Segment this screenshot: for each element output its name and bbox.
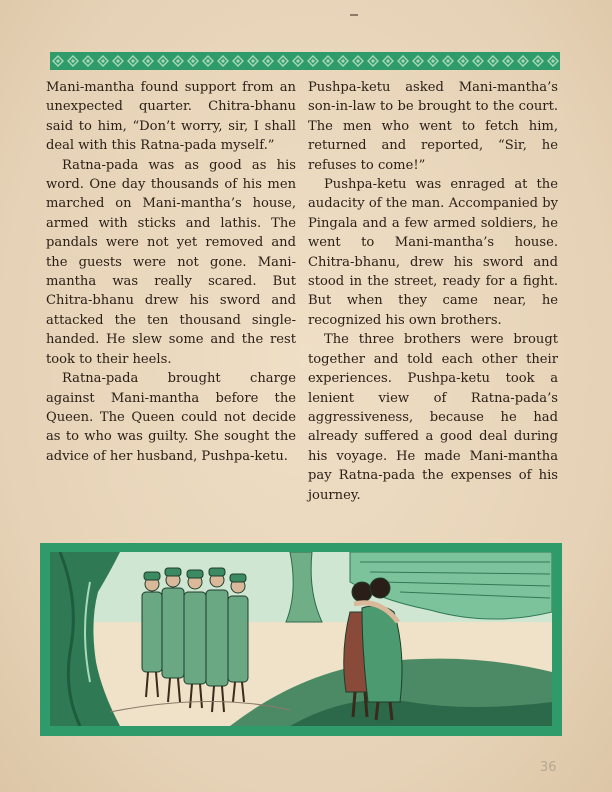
border-motif <box>488 56 498 66</box>
border-motif <box>398 56 408 66</box>
border-motif <box>83 56 93 66</box>
border-motif <box>383 56 393 66</box>
border-motif <box>98 56 108 66</box>
page-number: 36 <box>540 760 557 775</box>
border-motif <box>368 56 378 66</box>
print-mark <box>350 14 358 16</box>
border-motif <box>533 56 543 66</box>
border-motif <box>113 56 123 66</box>
border-motif <box>143 56 153 66</box>
article-body <box>46 78 566 528</box>
left-column <box>46 78 296 466</box>
border-motif <box>233 56 243 66</box>
decorative-border <box>50 52 560 70</box>
paragraph: Pushpa-ketu asked Mani-mantha’s son-in-law to be brought to the court. The men who went to fetch him, returned and reported, “Sir, he refuses to come!” <box>308 80 558 173</box>
border-motif <box>443 56 453 66</box>
border-motif <box>548 56 558 66</box>
border-motif <box>458 56 468 66</box>
border-motif <box>353 56 363 66</box>
border-motif <box>278 56 288 66</box>
paragraph: Ratna-pada was as good as his word. One day thousands of his men marched on Mani-mantha’s house, armed with sticks and lathis. The pandals were not yet removed and the guests were not gone. Mani-mantha was really scared. But Chitra-bhanu drew his sword and attacked the ten thousand single-handed. He slew some and the rest took to their heels. <box>46 157 296 367</box>
border-motif <box>173 56 183 66</box>
border-motif <box>503 56 513 66</box>
paragraph: Pushpa-ketu was enraged at the audacity of the man. Accompanied by Pingala and a few armed soldiers, he went to Mani-mantha’s house. Chitra-bhanu, drew his sword and stood in the street, ready for a fight. But when they came near, he recognized his own brothers. <box>308 177 558 328</box>
border-motif <box>308 56 318 66</box>
paragraph: Mani-mantha found support from an unexpected quarter. Chitra-bhanu said to him, “Don’t worry, sir, I shall deal with this Ratna-pada myself.” <box>46 80 296 154</box>
right-column <box>308 78 558 505</box>
border-motif <box>248 56 258 66</box>
border-motif <box>53 56 63 66</box>
paragraph: The three brothers were brougt together and told each other their experiences. Pushpa-ketu took a lenient view of Ratna-pada’s aggressiveness, because he had already suffered a good deal during his voyage. He made Mani-mantha pay Ratna-pada the expenses of his journey. <box>308 332 558 503</box>
decorative-border-pattern <box>50 52 560 70</box>
border-motif <box>323 56 333 66</box>
border-motif <box>428 56 438 66</box>
border-motif <box>293 56 303 66</box>
border-motif <box>518 56 528 66</box>
border-motif <box>338 56 348 66</box>
border-motif <box>188 56 198 66</box>
story-illustration <box>40 543 562 736</box>
border-motif <box>158 56 168 66</box>
paragraph: Ratna-pada brought charge against Mani-mantha before the Queen. The Queen could not decide as to who was guilty. She sought the advice of her husband, Pushpa-ketu. <box>46 371 296 464</box>
border-motif <box>203 56 213 66</box>
border-motif <box>218 56 228 66</box>
border-motif <box>473 56 483 66</box>
border-motif <box>68 56 78 66</box>
border-motif <box>413 56 423 66</box>
border-motif <box>128 56 138 66</box>
illustration-scene <box>50 552 552 726</box>
border-motif <box>263 56 273 66</box>
